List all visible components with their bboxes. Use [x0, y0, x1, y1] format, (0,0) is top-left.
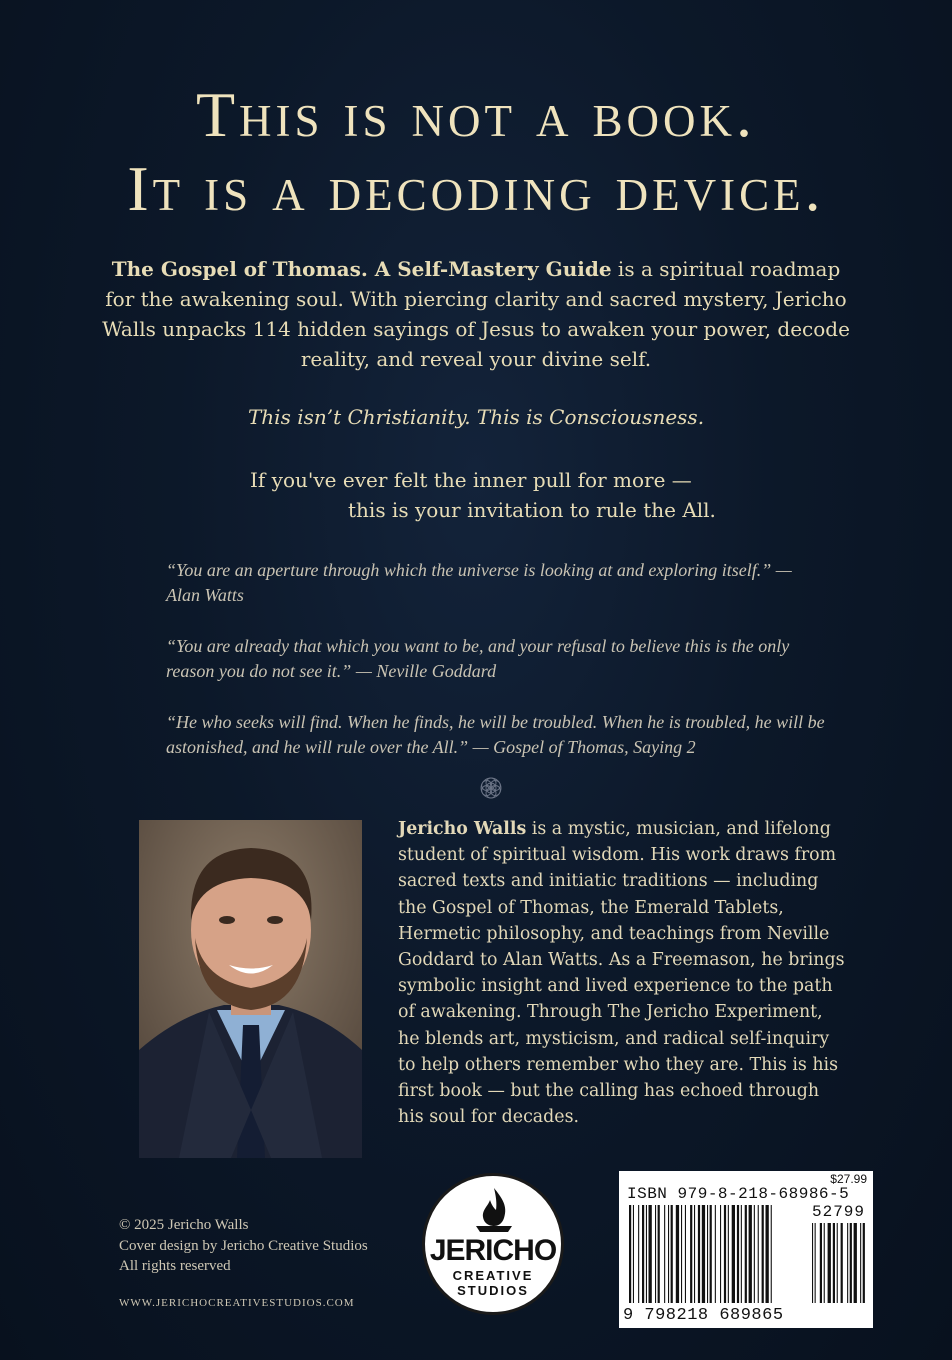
barcode-addon-number: 52799	[811, 1203, 865, 1221]
flame-icon	[472, 1186, 516, 1236]
barcode-box	[619, 1171, 873, 1328]
blurb-book-title: The Gospel of Thomas. A Self-Mastery Guide	[111, 257, 612, 281]
headline-line-2: It is a decoding device.	[127, 153, 825, 224]
headline	[0, 78, 952, 226]
barcode-digits: 9 798218 689865	[623, 1306, 784, 1325]
author-portrait-icon	[139, 820, 362, 1158]
tagline: This isn’t Christianity. This is Consciousness.	[247, 405, 705, 429]
headline-line-1: This is not a book.	[195, 79, 757, 150]
quote-neville-goddard: “You are already that which you want to be, and your refusal to believe this is the only reason you do not see it.” — Neville Goddard	[166, 636, 790, 681]
logo-subtitle	[425, 1268, 561, 1298]
logo-subtitle-line-2: STUDIOS	[457, 1283, 529, 1298]
website-url: WWW.JERICHOCREATIVESTUDIOS.COM	[119, 1297, 355, 1309]
author-photo	[139, 820, 362, 1158]
invitation-line-2: this is your invitation to rule the All.	[348, 498, 716, 522]
flower-of-life-icon	[475, 772, 507, 804]
logo-name: JERICHO	[429, 1234, 557, 1267]
bio-author-name: Jericho Walls	[398, 819, 527, 839]
price: $27.99	[830, 1172, 867, 1186]
book-blurb	[100, 254, 852, 374]
copyright: © 2025 Jericho Walls	[119, 1217, 249, 1233]
credits	[119, 1215, 368, 1277]
quote-gospel-of-thomas: “He who seeks will find. When he finds, he will be troubled. When he is troubled, he will be astonished, and he will rule over the All.” — Gospel of Thomas, Saying 2	[166, 712, 825, 757]
barcode-icon	[627, 1205, 867, 1305]
publisher-logo	[422, 1173, 564, 1315]
author-bio	[398, 816, 846, 1130]
blurb-text: is a spiritual roadmap for the awakening soul. With piercing clarity and sacred mystery, Jericho Walls unpacks 114 hidden sayings of Jesus to awaken your power, decode reality, and reveal your divine self.	[102, 257, 850, 371]
logo-subtitle-line-1: CREATIVE	[452, 1268, 534, 1283]
isbn: ISBN 979-8-218-68986-5	[627, 1185, 850, 1203]
invitation-line-1: If you've ever felt the inner pull for more —	[250, 468, 692, 492]
quotes	[166, 558, 826, 786]
bio-text: is a mystic, musician, and lifelong student of spiritual wisdom. His work draws from sacred texts and initiatic traditions — including the Gospel of Thomas, the Emerald Tablets, Hermetic philosophy, and teachings from Neville Goddard to Alan Watts. As a Freemason, he brings symbolic insight and lived experience to the path of awakening. Through The Jericho Experiment, he blends art, mysticism, and radical self-inquiry to help others remember who they are. This is his first book — but the calling has echoed through his soul for decades.	[398, 819, 845, 1128]
rights-notice: All rights reserved	[119, 1258, 231, 1274]
cover-design-credit: Cover design by Jericho Creative Studios	[119, 1237, 368, 1254]
quote-alan-watts: “You are an aperture through which the universe is looking at and exploring itself.” — Alan Watts	[166, 560, 792, 605]
